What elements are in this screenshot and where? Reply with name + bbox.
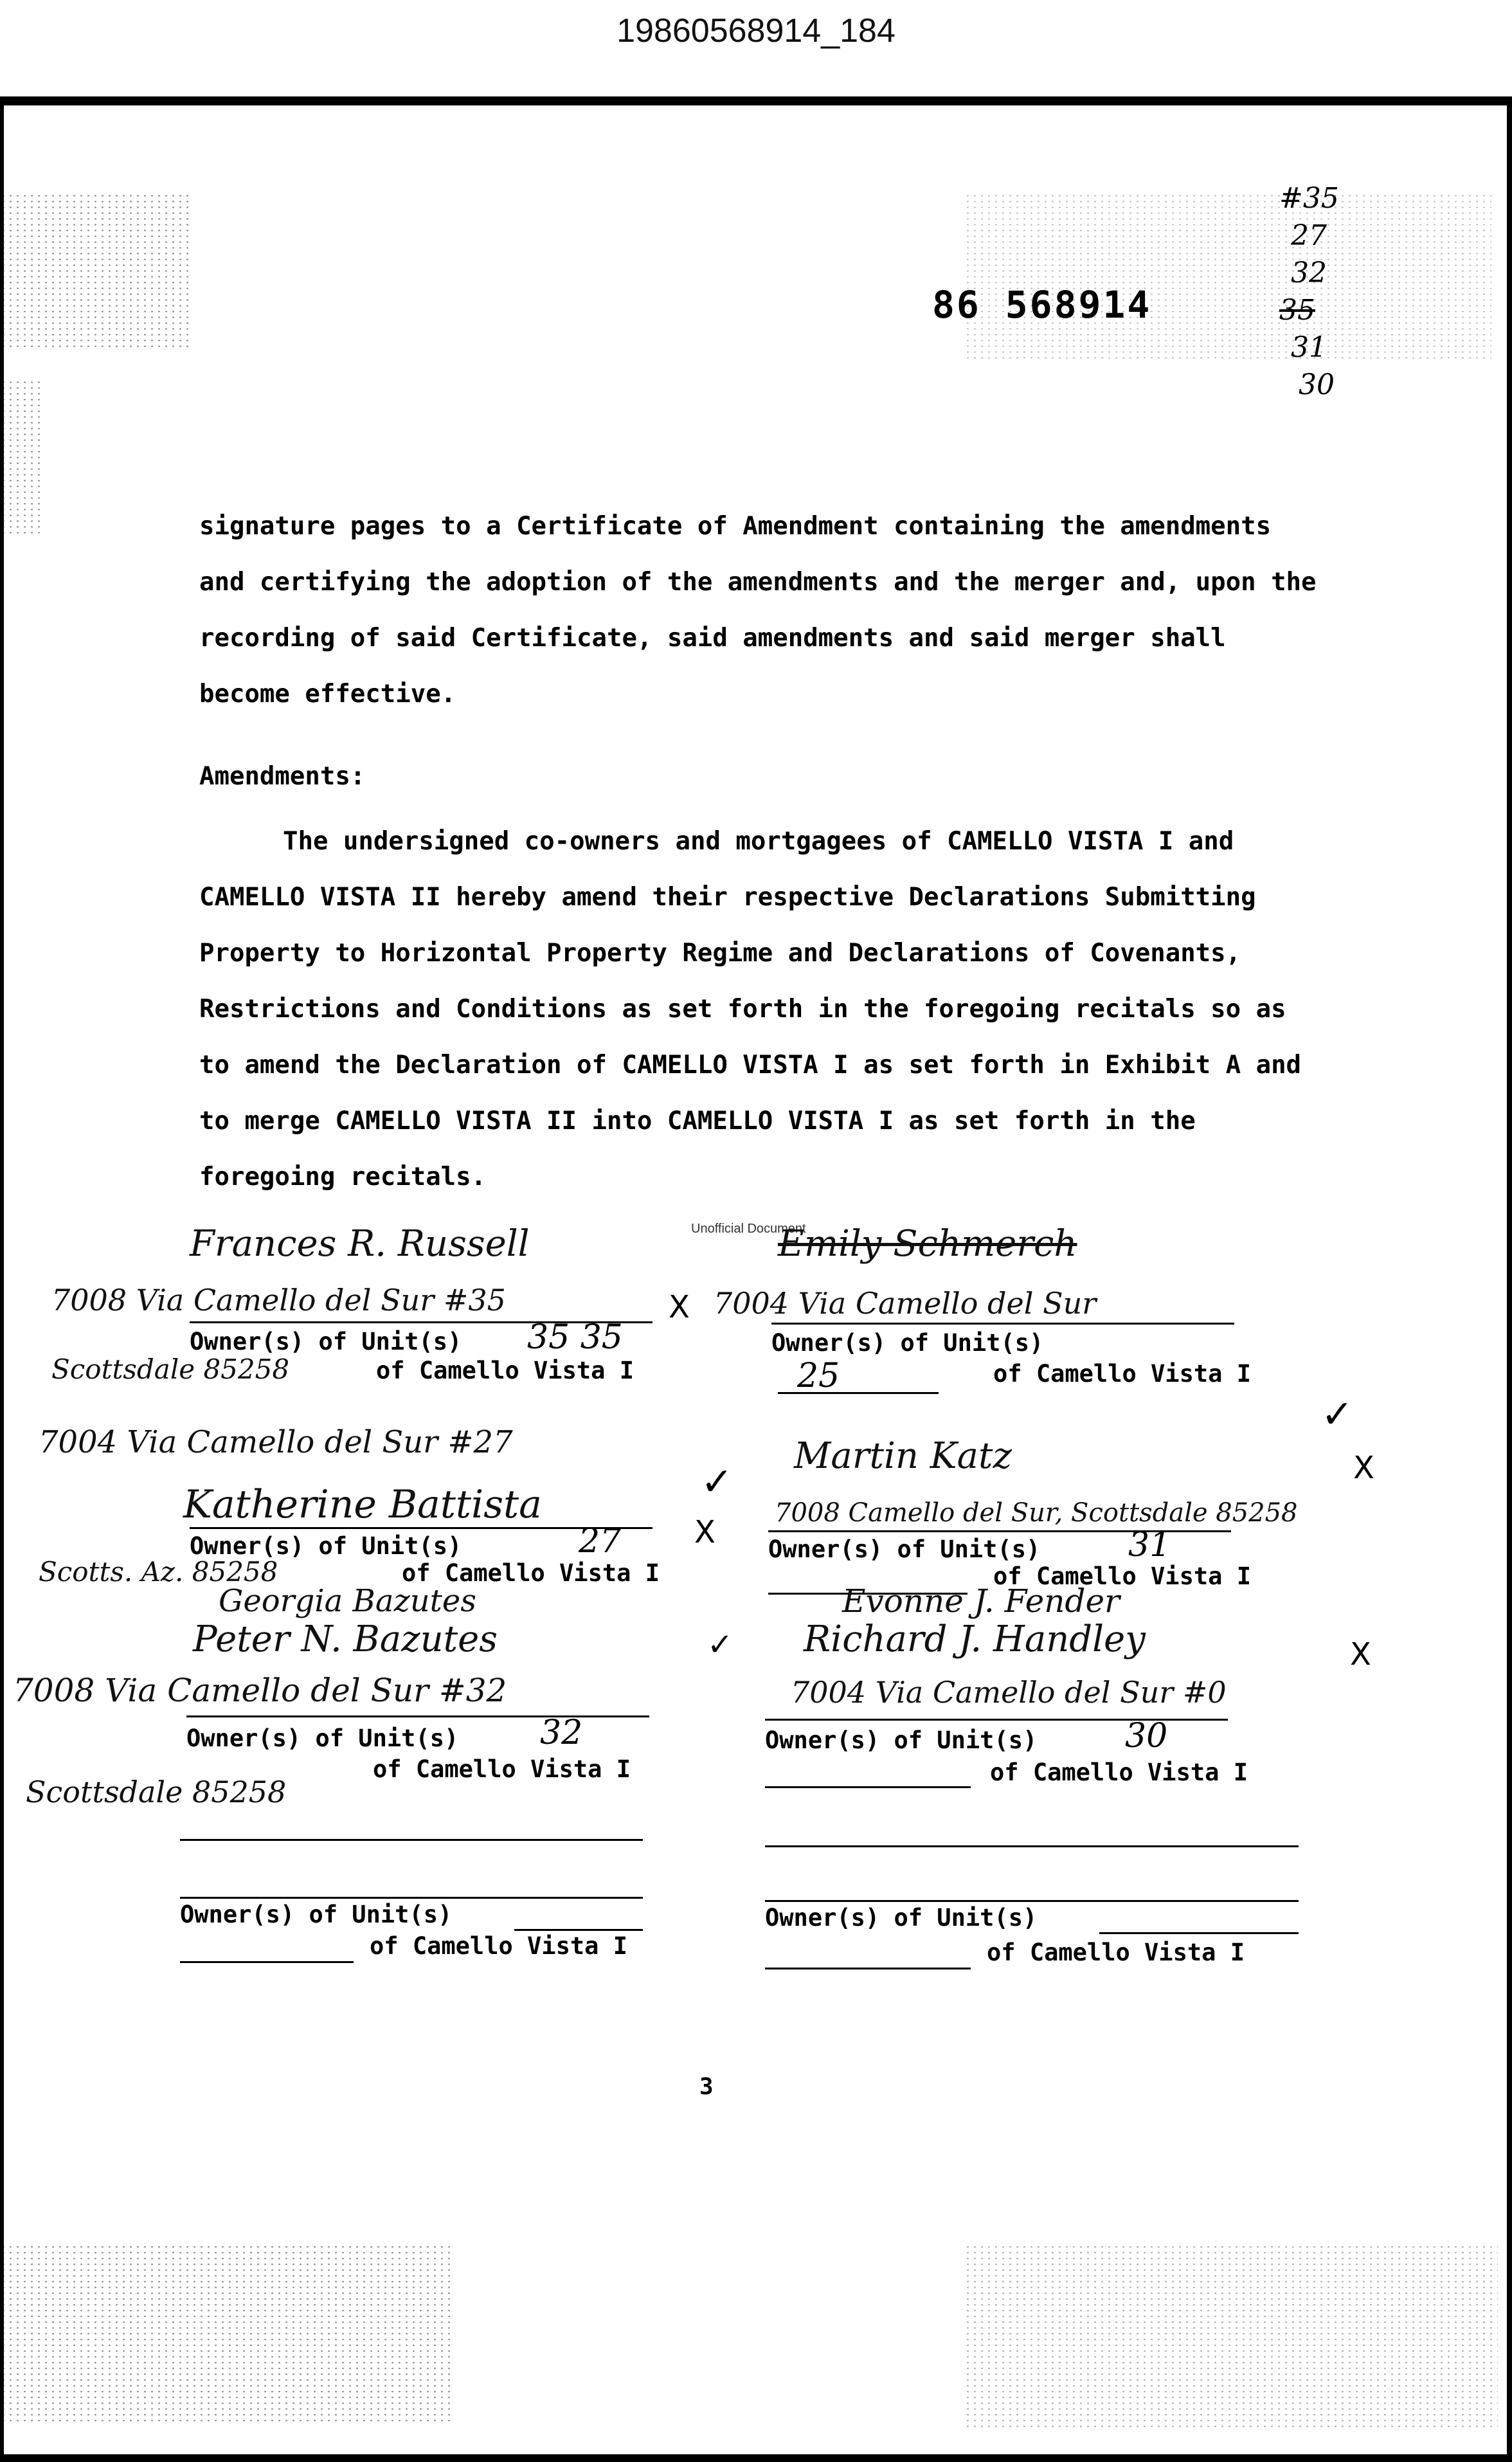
- scan-noise: [0, 2244, 450, 2424]
- scan-noise: [0, 379, 45, 534]
- unit-number: 32: [540, 1714, 583, 1752]
- signature-block-2: [714, 1223, 1251, 1395]
- unit-number: 35 35: [527, 1318, 623, 1357]
- x-mark: X: [1350, 1636, 1371, 1672]
- margin-note: 32: [1291, 257, 1327, 289]
- x-mark: X: [1353, 1450, 1374, 1486]
- owner-units-label: Owner(s) of Unit(s): [765, 1904, 1038, 1932]
- owner-units-label: Owner(s) of Unit(s): [190, 1532, 462, 1560]
- signature-block-1: [51, 1223, 690, 1392]
- camello-vista-label: of Camello Vista I: [373, 1755, 631, 1783]
- scan-noise: [0, 193, 193, 347]
- x-mark: X: [694, 1514, 716, 1550]
- camello-vista-label: of Camello Vista I: [990, 1759, 1248, 1786]
- unit-number: 31: [1128, 1526, 1171, 1564]
- unit-number: 27: [579, 1522, 622, 1561]
- x-mark: X: [669, 1289, 690, 1325]
- handwritten-signature: Evonne J. Fender: [842, 1582, 1120, 1620]
- scan-border-bottom: [0, 2454, 1512, 2462]
- scan-noise: [964, 193, 1491, 360]
- signature-block-8: [765, 1900, 1292, 2067]
- check-mark: ✓: [1321, 1392, 1354, 1437]
- handwritten-city: Scotts. Az. 85258: [39, 1556, 278, 1588]
- handwritten-signature: Richard J. Handley: [804, 1618, 1146, 1660]
- check-mark: ✓: [707, 1627, 734, 1663]
- handwritten-address: 7004 Via Camello del Sur: [714, 1286, 1097, 1321]
- handwritten-address: 7004 Via Camello del Sur #27: [39, 1424, 513, 1460]
- owner-units-label: Owner(s) of Unit(s): [771, 1329, 1044, 1357]
- margin-note: 35: [1279, 294, 1315, 327]
- handwritten-signature: Peter N. Bazutes: [193, 1618, 498, 1660]
- body-paragraph-1: signature pages to a Certificate of Amendment containing the amendments and certifying the adoption of the amendments and the merger and, upon the recording of said Certificate, said amendments and said merger shall become effective.: [199, 512, 1317, 709]
- signature-block-3: [39, 1424, 734, 1591]
- signature-block-7: [180, 1897, 707, 2064]
- file-id-label: 19860568914_184: [616, 12, 896, 50]
- owner-units-label: Owner(s) of Unit(s): [186, 1724, 459, 1752]
- scan-noise: [964, 2244, 1498, 2430]
- signature-line: [765, 1845, 1299, 1847]
- handwritten-city: Scottsdale 85258: [26, 1775, 287, 1809]
- handwritten-signature-crossed: Emily Schmerch: [778, 1223, 1077, 1265]
- camello-vista-label: of Camello Vista I: [402, 1559, 660, 1587]
- camello-vista-label: of Camello Vista I: [370, 1932, 627, 1960]
- margin-unit-notes: [1279, 180, 1363, 404]
- handwritten-signature: Martin Katz: [794, 1435, 1013, 1477]
- signature-line: [765, 1900, 1299, 1902]
- signature-line: [180, 1839, 643, 1841]
- margin-note: 30: [1299, 368, 1335, 401]
- unit-line: [765, 1786, 971, 1788]
- margin-note: #35: [1279, 182, 1339, 215]
- handwritten-address: 7008 Camello del Sur, Scottsdale 85258: [775, 1498, 1298, 1528]
- camello-vista-label: of Camello Vista I: [993, 1360, 1251, 1388]
- signature-line: [180, 1897, 643, 1899]
- body-paragraph-2: The undersigned co-owners and mortgagees of CAMELLO VISTA I and CAMELLO VISTA II hereby amend their respective Declarations Submitting Property to Horizontal Property Regime and Declarations of Covenants, Restrictions and Conditions as set forth in the foregoing recitals so as to amend the Declaration of CAMELLO VISTA I as set forth in Exhibit A and to merge CAMELLO VISTA II into CAMELLO VISTA I as set forth in the foregoing recitals.: [199, 827, 1302, 1191]
- unit-number: 25: [797, 1357, 840, 1395]
- handwritten-signature: Katherine Battista: [183, 1482, 542, 1527]
- signature-line: [771, 1323, 1234, 1325]
- unit-line: [778, 1392, 939, 1394]
- camello-vista-label: of Camello Vista I: [987, 1939, 1245, 1966]
- check-mark: ✓: [701, 1460, 734, 1505]
- page-number: 3: [699, 2074, 714, 2100]
- document-number: 86 568914: [932, 283, 1152, 327]
- owner-units-label: Owner(s) of Unit(s): [768, 1535, 1041, 1563]
- signature-block-5: [13, 1582, 734, 1783]
- margin-note: 27: [1291, 219, 1327, 252]
- camello-vista-label: of Camello Vista I: [993, 1562, 1251, 1590]
- amendments-heading: Amendments:: [199, 762, 366, 791]
- unit-line: [1099, 1932, 1299, 1934]
- handwritten-address: 7008 Via Camello del Sur #32: [13, 1672, 507, 1709]
- handwritten-address: 7004 Via Camello del Sur #0: [791, 1675, 1227, 1710]
- unit-line: [514, 1929, 643, 1931]
- handwritten-city: Scottsdale 85258: [51, 1353, 290, 1385]
- watermark: Unofficial Document: [691, 1222, 806, 1236]
- unit-line: [180, 1961, 354, 1963]
- signature-block-6: [765, 1582, 1371, 1786]
- camello-vista-label: of Camello Vista I: [376, 1357, 634, 1384]
- owner-units-label: Owner(s) of Unit(s): [765, 1726, 1038, 1754]
- handwritten-signature: Frances R. Russell: [190, 1223, 530, 1265]
- unit-line: [765, 1968, 971, 1969]
- handwritten-address: 7008 Via Camello del Sur #35: [51, 1283, 506, 1317]
- unit-number: 30: [1125, 1717, 1168, 1755]
- margin-note: 31: [1291, 331, 1327, 364]
- owner-units-label: Owner(s) of Unit(s): [190, 1328, 462, 1355]
- scan-border-right: [1507, 96, 1512, 2462]
- signature-block-4: [768, 1392, 1374, 1591]
- scan-border-top: [0, 96, 1512, 105]
- handwritten-signature: Georgia Bazutes: [219, 1583, 476, 1619]
- owner-units-label: Owner(s) of Unit(s): [180, 1901, 453, 1928]
